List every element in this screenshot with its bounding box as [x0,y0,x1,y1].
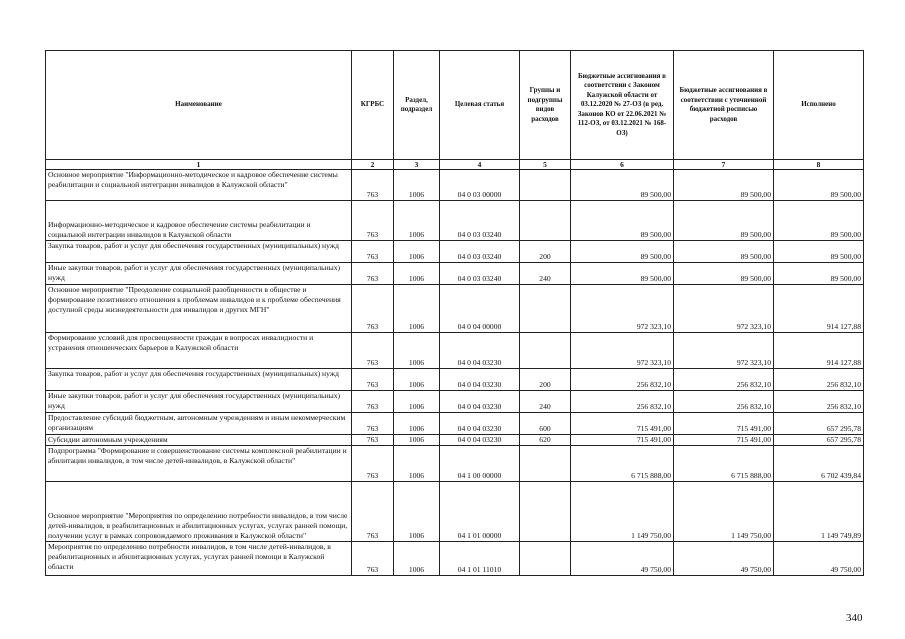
row-target: 04 0 03 00000 [440,170,520,201]
row-executed: 89 500,00 [774,170,864,201]
row-budget: 1 149 750,00 [571,482,674,542]
table-row [46,263,864,285]
table-row [46,446,864,482]
column-number-row [46,160,864,170]
row-target: 04 1 00 00000 [440,446,520,482]
table-row [46,285,864,333]
row-executed: 89 500,00 [774,201,864,241]
header-budget-law: Бюджетные ассигнования в соответствии с Законом Калужской области от 03.12.2020 № 27-ОЗ (в ред. Законов КО от 22.06.2021 № 112-ОЗ, от 03.12.2021 № 168-ОЗ) [571,51,674,160]
column-number: 3 [394,160,440,170]
row-name: Иные закупки товаров, работ и услуг для обеспечения государственных (муниципальных) нужд [46,263,352,285]
row-section: 1006 [394,263,440,285]
column-number: 7 [674,160,774,170]
row-budget: 6 715 888,00 [571,446,674,482]
row-section: 1006 [394,333,440,369]
row-refined: 1 149 750,00 [674,482,774,542]
row-name: Подпрограмма "Формирование и совершенствование системы комплексной реабилитации и абилитации инвалидов, в том числе детей-инвалидов, в Калужской области" [46,446,352,482]
row-group [520,333,571,369]
row-refined: 89 500,00 [674,201,774,241]
column-number: 2 [352,160,394,170]
row-name: Субсидии автономным учреждениям [46,435,352,446]
table-row [46,482,864,542]
row-section: 1006 [394,241,440,263]
row-target: 04 0 04 03230 [440,413,520,435]
table-row [46,241,864,263]
row-target: 04 0 04 03230 [440,369,520,391]
header-expense-group: Группы и подгруппы видов расходов [520,51,571,160]
row-name: Иные закупки товаров, работ и услуг для обеспечения государственных (муниципальных) нужд [46,391,352,413]
row-refined: 715 491,00 [674,435,774,446]
row-refined: 6 715 888,00 [674,446,774,482]
row-kgrbs: 763 [352,263,394,285]
row-group: 200 [520,241,571,263]
row-group [520,201,571,241]
row-kgrbs: 763 [352,170,394,201]
row-group [520,285,571,333]
row-budget: 256 832,10 [571,391,674,413]
row-section: 1006 [394,413,440,435]
row-target: 04 0 03 03240 [440,241,520,263]
page-number: 340 [846,612,863,624]
row-section: 1006 [394,435,440,446]
row-kgrbs: 763 [352,413,394,435]
header-row [46,51,864,160]
column-number: 6 [571,160,674,170]
row-name: Формирование условий для просвещенности граждан в вопросах инвалидности и устранения отношенческих барьеров в Калужской области [46,333,352,369]
row-executed: 1 149 749,89 [774,482,864,542]
row-executed: 657 295,78 [774,413,864,435]
header-target-article: Целевая статья [440,51,520,160]
row-kgrbs: 763 [352,482,394,542]
column-number: 8 [774,160,864,170]
row-refined: 972 323,10 [674,333,774,369]
row-refined: 715 491,00 [674,413,774,435]
row-target: 04 0 04 03230 [440,435,520,446]
row-group: 240 [520,263,571,285]
row-executed: 914 127,88 [774,333,864,369]
row-group: 240 [520,391,571,413]
row-section: 1006 [394,369,440,391]
row-budget: 89 500,00 [571,170,674,201]
table-row [46,369,864,391]
row-name: Закупка товаров, работ и услуг для обеспечения государственных (муниципальных) нужд [46,369,352,391]
row-section: 1006 [394,542,440,576]
row-refined: 89 500,00 [674,263,774,285]
row-budget: 89 500,00 [571,241,674,263]
row-kgrbs: 763 [352,333,394,369]
row-section: 1006 [394,201,440,241]
row-name: Основное мероприятие "Мероприятия по определению потребности инвалидов, в том числе детей-инвалидов, в реабилитационных и абилитационных услугах, услугах ранней помощи, получении услуг в рамках сопровождаемого проживания в Калужской области" [46,482,352,542]
row-name: Информационно-методическое и кадровое обеспечение системы реабилитации и социальной интеграции инвалидов в Калужской области [46,201,352,241]
row-group [520,542,571,576]
table-row [46,542,864,576]
row-target: 04 0 04 00000 [440,285,520,333]
row-group: 600 [520,413,571,435]
row-target: 04 0 04 03230 [440,333,520,369]
row-budget: 715 491,00 [571,435,674,446]
row-executed: 49 750,00 [774,542,864,576]
row-group [520,170,571,201]
table-row [46,201,864,241]
row-target: 04 0 04 03230 [440,391,520,413]
table-row [46,333,864,369]
table-row [46,170,864,201]
column-number: 5 [520,160,571,170]
row-section: 1006 [394,170,440,201]
row-executed: 914 127,88 [774,285,864,333]
row-executed: 256 832,10 [774,391,864,413]
row-group: 200 [520,369,571,391]
table-row [46,391,864,413]
row-section: 1006 [394,446,440,482]
row-kgrbs: 763 [352,542,394,576]
row-section: 1006 [394,285,440,333]
row-group: 620 [520,435,571,446]
row-executed: 89 500,00 [774,263,864,285]
row-executed: 89 500,00 [774,241,864,263]
row-group [520,482,571,542]
row-name: Основное мероприятие "Преодоление социальной разобщенности в обществе и формирование позитивного отношения к проблемам инвалидов и к проблеме обеспечения доступной среды жизнедеятельности для инвалидов и других МГН" [46,285,352,333]
row-group [520,446,571,482]
header-name: Наименование [46,51,352,160]
row-kgrbs: 763 [352,285,394,333]
row-target: 04 1 01 00000 [440,482,520,542]
row-name: Мероприятия по определению потребности инвалидов, в том числе детей-инвалидов, в реабилитационных и абилитационных услугах, услугах ранней помощи в Калужской области [46,542,352,576]
row-refined: 256 832,10 [674,369,774,391]
row-executed: 6 702 439,84 [774,446,864,482]
row-refined: 89 500,00 [674,170,774,201]
row-refined: 256 832,10 [674,391,774,413]
header-section: Раздел, подраздел [394,51,440,160]
row-executed: 657 295,78 [774,435,864,446]
header-budget-refined: Бюджетные ассигнования в соответствии с уточненной бюджетной росписью расходов [674,51,774,160]
column-number: 4 [440,160,520,170]
row-budget: 49 750,00 [571,542,674,576]
row-budget: 972 323,10 [571,285,674,333]
row-section: 1006 [394,482,440,542]
budget-table [45,50,864,576]
table-row [46,413,864,435]
row-kgrbs: 763 [352,435,394,446]
row-target: 04 1 01 11010 [440,542,520,576]
row-kgrbs: 763 [352,201,394,241]
row-kgrbs: 763 [352,446,394,482]
column-number: 1 [46,160,352,170]
row-budget: 89 500,00 [571,263,674,285]
row-executed: 256 832,10 [774,369,864,391]
row-kgrbs: 763 [352,369,394,391]
row-kgrbs: 763 [352,241,394,263]
row-name: Предоставление субсидий бюджетным, автономным учреждениям и иным некоммерческим организациям [46,413,352,435]
row-budget: 256 832,10 [571,369,674,391]
row-budget: 715 491,00 [571,413,674,435]
row-refined: 49 750,00 [674,542,774,576]
header-kgrbs: КГРБС [352,51,394,160]
row-budget: 89 500,00 [571,201,674,241]
row-budget: 972 323,10 [571,333,674,369]
row-refined: 89 500,00 [674,241,774,263]
header-executed: Исполнено [774,51,864,160]
row-target: 04 0 03 03240 [440,263,520,285]
row-section: 1006 [394,391,440,413]
row-name: Закупка товаров, работ и услуг для обеспечения государственных (муниципальных) нужд [46,241,352,263]
row-refined: 972 323,10 [674,285,774,333]
row-kgrbs: 763 [352,391,394,413]
row-target: 04 0 03 03240 [440,201,520,241]
row-name: Основное мероприятие "Информационно-методическое и кадровое обеспечение системы реабилитации и социальной интеграции инвалидов в Калужской области" [46,170,352,201]
table-row [46,435,864,446]
